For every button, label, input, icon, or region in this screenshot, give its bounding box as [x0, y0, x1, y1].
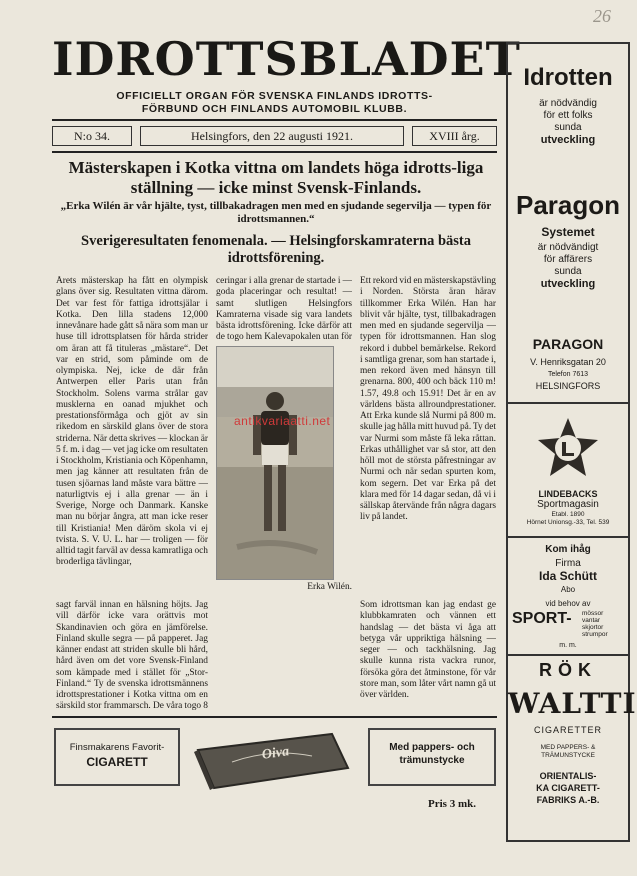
subtitle-line-2: FÖRBUND OCH FINLANDS AUTOMOBIL KLUBB.	[141, 103, 408, 115]
issue-place-date: Helsingfors, den 22 augusti 1921.	[140, 126, 404, 146]
ad-favorit-line-2: CIGARETT	[86, 755, 148, 769]
ad-lindebacks-founded: Etabl. 1890	[551, 511, 585, 518]
ad-schutt-line-4: vid behov av	[545, 599, 591, 608]
ad-paragon-line-3: sunda	[554, 266, 582, 277]
ad-pappers-line-1: Med pappers- och	[389, 742, 475, 753]
ad-paragon-address-title: PARAGON	[532, 336, 604, 352]
pack-brand: Oiva	[261, 744, 291, 763]
photo-caption: Erka Wilén.	[307, 582, 352, 592]
ad-waltti-title: WALTTI	[508, 687, 637, 720]
ad-schutt-item: strumpor	[582, 631, 608, 638]
ad-pappers-munstycke	[368, 728, 496, 786]
masthead-subtitle	[52, 90, 497, 116]
ad-favorit-cigarett	[54, 728, 180, 786]
issue-bar	[52, 119, 497, 153]
ad-waltti-line-1: RÖK	[539, 660, 597, 680]
ad-favorit-line-1: Finsmakarens Favorit-	[69, 742, 165, 753]
ad-schutt-sport: SPORT-	[512, 610, 572, 627]
bottom-rule	[52, 716, 497, 718]
article-headline: Mästerskapen i Kotka vittna om landets höga idrotts-liga ställning — icke minst Svensk-Finlands.	[68, 158, 484, 197]
ad-idrotten-line-2: för ett folks	[543, 110, 593, 121]
ad-schutt-item: vantar	[582, 617, 601, 624]
ad-paragon-phone: Telefon 7613	[547, 371, 589, 378]
ad-idrotten-line-3: sunda	[554, 122, 582, 133]
ad-lindebacks-title: LINDEBACKS	[538, 489, 598, 499]
watermark: antikvariaatti.net	[234, 414, 331, 428]
ad-paragon-city: HELSINGFORS	[535, 381, 601, 391]
ad-schutt-line-1: Kom ihåg	[545, 544, 591, 555]
handwritten-page-number: 26	[593, 6, 611, 26]
article-column-1-continued: sagt farväl innan en hälsning höjts. Jag vill därför icke vara orättvis mot Skandinavien och göra en jämförelse. Finland skulle segra — på papperet. Jag känner endast att striden skulle bli hård, hård även om det vore Svensk-Finland som kämpade med i stället för „Stor-Finland.“ Ty de svenska idrottsmännens idrottsprestationer i Kotka vittna om en särskild stor frammarsch. De våra togo 8	[56, 600, 208, 712]
ad-schutt-name: Ida Schütt	[538, 569, 597, 583]
masthead-title: IDROTTSBLADET	[52, 32, 521, 86]
issue-volume: XVIII årg.	[412, 126, 497, 146]
article-subheadline: Sverigeresultaten fenomenala. — Helsingforskamraterna bästa idrottsförening.	[81, 233, 471, 266]
ad-schutt-line-2: Firma	[555, 558, 581, 569]
ad-waltti-maker-1: ORIENTALIS-	[539, 771, 597, 781]
ad-waltti-maker-2: KA CIGARETT-	[536, 783, 600, 793]
ad-waltti-subtitle: CIGARETTER	[533, 725, 602, 735]
ad-schutt-item: skjortor	[582, 624, 604, 631]
ad-waltti-maker-3: FABRIKS A.-B.	[536, 795, 600, 805]
ad-paragon-line-1: är nödvändigt	[537, 242, 599, 253]
ad-pappers-line-2: trämunstycke	[399, 755, 465, 766]
issue-number: N:o 34.	[52, 126, 132, 146]
ad-idrotten-line-1: är nödvändig	[539, 98, 597, 109]
ad-idrotten-title: Idrotten	[523, 64, 613, 91]
article-column-2: ceringar i alla grenar de startade i — goda placeringar och resultat! — samt slutligen Helsingfors Kamraterna visade sig vara landets bästa idrottsförening. Icke därför att de togo hem Kalevapokalen utan för	[216, 276, 352, 342]
sidebar-divider-2	[508, 536, 628, 538]
subtitle-line-1: OFFICIELLT ORGAN FÖR SVENSKA FINLANDS IDROTTS-	[116, 90, 433, 102]
sidebar-divider-1	[508, 402, 628, 404]
ad-lindebacks-address: Hörnet Unionsg.-33, Tel. 539	[526, 519, 610, 526]
ad-paragon-line-4: utveckling	[540, 278, 596, 290]
ad-paragon-line-2: för affärers	[543, 254, 593, 265]
athlete-photo	[216, 346, 334, 580]
issue-price: Pris 3 mk.	[428, 798, 476, 810]
article-column-3-continued: Som idrottsman kan jag endast ge klubbkamraten och vännen ett handslag — det bästa vi åga att betyga vår uppriktiga hälsning — seger — och tackhälsning. Jag skulle kunna rista vackra runor, försöka göra det åtminstone, för vår store man, som låter vårt namn gå ut över världen.	[360, 600, 496, 700]
athlete-photo-illustration	[217, 347, 333, 579]
ad-paragon-address: V. Henriksgatan 20	[530, 357, 606, 367]
ad-waltti-note-2: TRÄMUNSTYCKE	[541, 752, 595, 759]
cigarette-pack-illustration	[192, 728, 352, 792]
ad-paragon-title: Paragon	[515, 190, 621, 220]
ad-paragon-subtitle: Systemet	[541, 225, 595, 239]
ad-schutt-city: Abo	[560, 585, 576, 594]
ad-schutt-item: mössor	[582, 610, 604, 617]
ad-schutt-etc: m. m.	[559, 642, 577, 649]
lindebacks-star-logo-icon	[536, 416, 600, 480]
ad-idrotten-line-4: utveckling	[540, 134, 596, 146]
advertising-sidebar	[506, 42, 637, 842]
ad-waltti-note-1: MED PAPPERS- &	[540, 744, 596, 751]
article-column-1: Årets mästerskap ha fått en olympisk glans över sig. Resultaten vittna därom. Det var fest för fattiga idrottsjälar i Kotka. Den lilla stadens 12,000 innevånare hade gått så nära som man ur huse till idrottsplatsen för hårda strider om äran att få tituleras „mästare“. Det var en strid, som påminde om de olympiska. Nej, icke de där från Antwerpen eller Paris utan från Stockholm. Solens varma strålar gav musklerna en oanad mjukhet och prestationsförmåga och gjöt av sin rikedom en särskild glans över de stora striderna. När detta skrives — klockan är 5 f. m. i dag — vet jag icke om resultaten i Stockholm, Kristiania och Köpenhamn, men jag känner att resultaten från de tusen sjöarnas land måste vara bättre — naturligtvis ej i alla grenar — än i Sverige, Norge och Danmark. Kanske man nu börjar ångra, att man icke reser till Kristiania! Men däröm skola vi ej tvista. S. V. U. L. har — troligen — för alltid tagit farväl av dessa kamratliga och broderliga tävlingar,	[56, 276, 208, 568]
article-deck: „Erka Wilén är vår hjälte, tyst, tillbakadragen men med en sjudande segervilja — typen för idrottsmannen.“	[60, 200, 492, 225]
article-column-3: Ett rekord vid en mästerskapstävling i Norden. Största äran härav tillkommer Erka Wilén. Han har blivit vår hjälte, tyst, tillbakadragen men med en sjudande segervilja — typen för idrottsmannen. Han slog rekord i dubbel bemärkelse. Rekord i samtliga grenar, som han startade i, men rekord även med hänsyn till grenarna. 800, 400 och bäck 110 m! 1.57, 49.8 och 15.91! Det är en av världens bästa allroundprestationer. Att Erka kunde slå Nurmi på 800 m. skulle jag hålla mitt huvud på. Ty det var Nurmi som måste få leka råttan. Erkas uthållighet var så stor, att den höll mot de största påfrestningar av Nurmi och när sedan spurten kom, kom segern. Det var Erka på det klara med för 14 dagar sedan, då vi i sällskap återvände från några dagars liv på landet.	[360, 276, 496, 523]
ad-lindebacks-subtitle: Sportmagasin	[537, 499, 599, 510]
ad-schutt-items	[582, 610, 626, 638]
sidebar-divider-3	[508, 654, 628, 656]
